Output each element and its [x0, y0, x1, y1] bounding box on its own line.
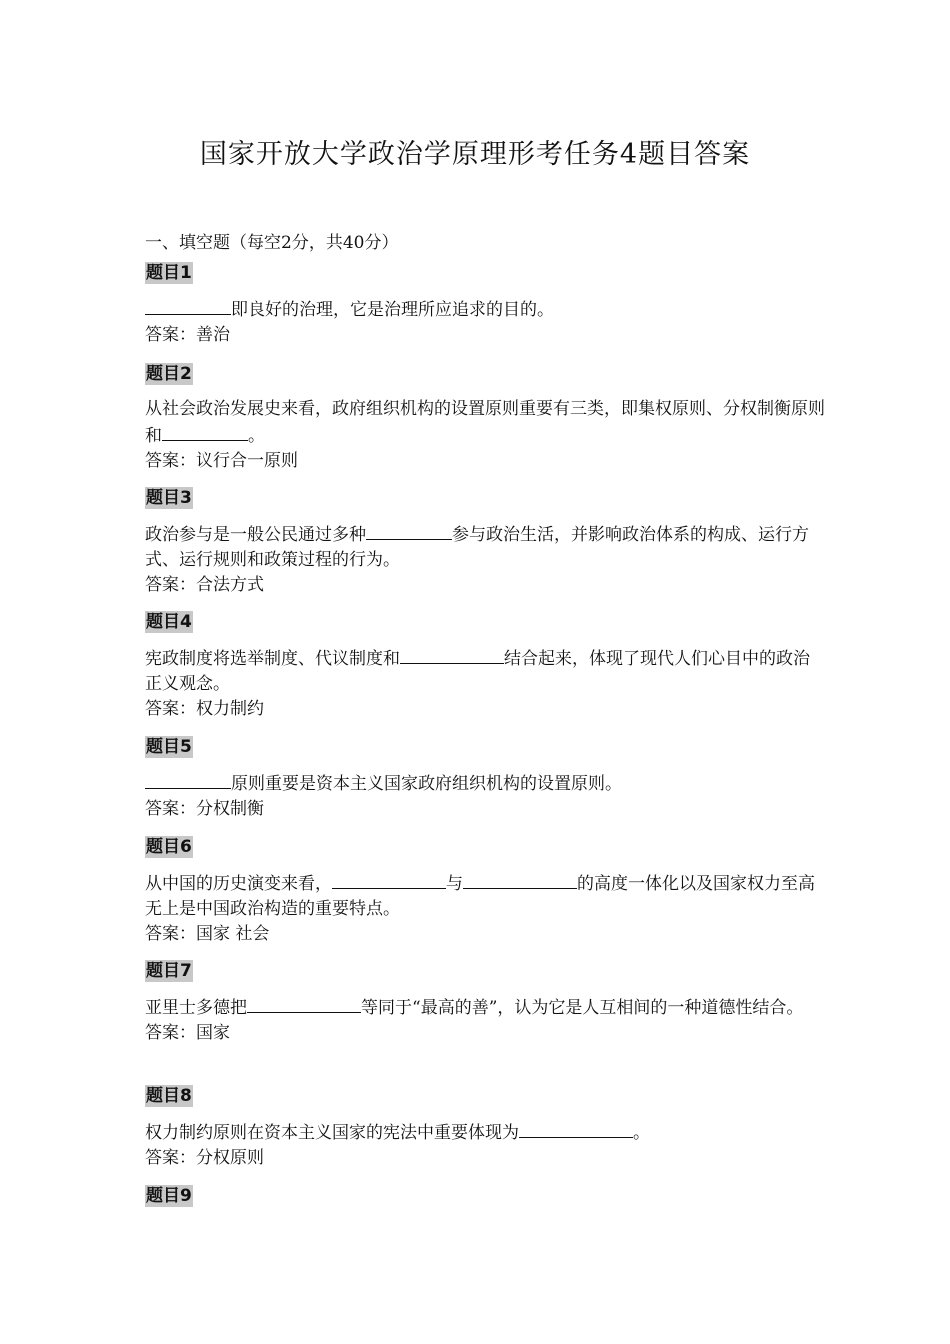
question-text: 从社会政治发展史来看，政府组织机构的设置原则重要有三类，即集权原则、分权制衡原则和 。	[145, 399, 825, 446]
question-label: 题目9	[146, 1186, 192, 1206]
question-7	[145, 960, 825, 1046]
answer-text: 答案：议行合一原则	[145, 451, 298, 471]
fill-blank	[162, 422, 248, 441]
question-text: 权力制约原则在资本主义国家的宪法中重要体现为 。	[145, 1119, 825, 1146]
question-label: 题目2	[146, 364, 192, 384]
fill-blank	[400, 645, 504, 664]
question-9	[145, 1185, 825, 1207]
answer-text: 答案：国家 社会	[145, 924, 270, 944]
answer-text: 答案：合法方式	[145, 575, 264, 595]
question-1	[145, 262, 825, 348]
document-title: 国家开放大学政治学原理形考任务4题目答案	[199, 139, 751, 170]
answer-text: 答案：国家	[145, 1023, 230, 1043]
question-text: 亚里士多德把 等同于“最高的善”，认为它是人互相间的一种道德性结合。	[145, 994, 825, 1021]
question-label: 题目6	[146, 837, 192, 857]
answer-text: 答案：分权原则	[145, 1148, 264, 1168]
question-3	[145, 487, 825, 598]
question-text: 原则重要是资本主义国家政府组织机构的设置原则。	[145, 770, 825, 797]
question-text: 从中国的历史演变来看， 与 的高度一体化以及国家权力至高无上是中国政治构造的重要特点。	[145, 870, 825, 922]
question-4	[145, 611, 825, 722]
question-text: 宪政制度将选举制度、代议制度和 结合起来，体现了现代人们心目中的政治正义观念。	[145, 645, 825, 697]
question-label: 题目4	[146, 612, 192, 632]
fill-blank	[332, 870, 446, 889]
question-label: 题目7	[146, 961, 192, 981]
question-text: 政治参与是一般公民通过多种 参与政治生活，并影响政治体系的构成、运行方式、运行规则和政策过程的行为。	[145, 521, 825, 573]
question-label: 题目5	[146, 737, 192, 757]
question-5	[145, 736, 825, 822]
question-2	[145, 363, 825, 474]
answer-text: 答案：权力制约	[145, 699, 264, 719]
fill-blank	[247, 994, 361, 1013]
question-8	[145, 1085, 825, 1171]
question-text: 即良好的治理，它是治理所应追求的目的。	[145, 296, 825, 323]
section-heading: 一、填空题（每空2分，共40分）	[145, 233, 399, 253]
question-label: 题目1	[146, 263, 192, 283]
fill-blank	[519, 1119, 633, 1138]
answer-text: 答案：善治	[145, 325, 230, 345]
fill-blank	[463, 870, 577, 889]
question-label: 题目3	[146, 488, 192, 508]
fill-blank	[366, 521, 452, 540]
answer-text: 答案：分权制衡	[145, 799, 264, 819]
fill-blank	[145, 296, 231, 315]
question-6	[145, 836, 825, 947]
fill-blank	[145, 770, 231, 789]
question-label: 题目8	[146, 1086, 192, 1106]
